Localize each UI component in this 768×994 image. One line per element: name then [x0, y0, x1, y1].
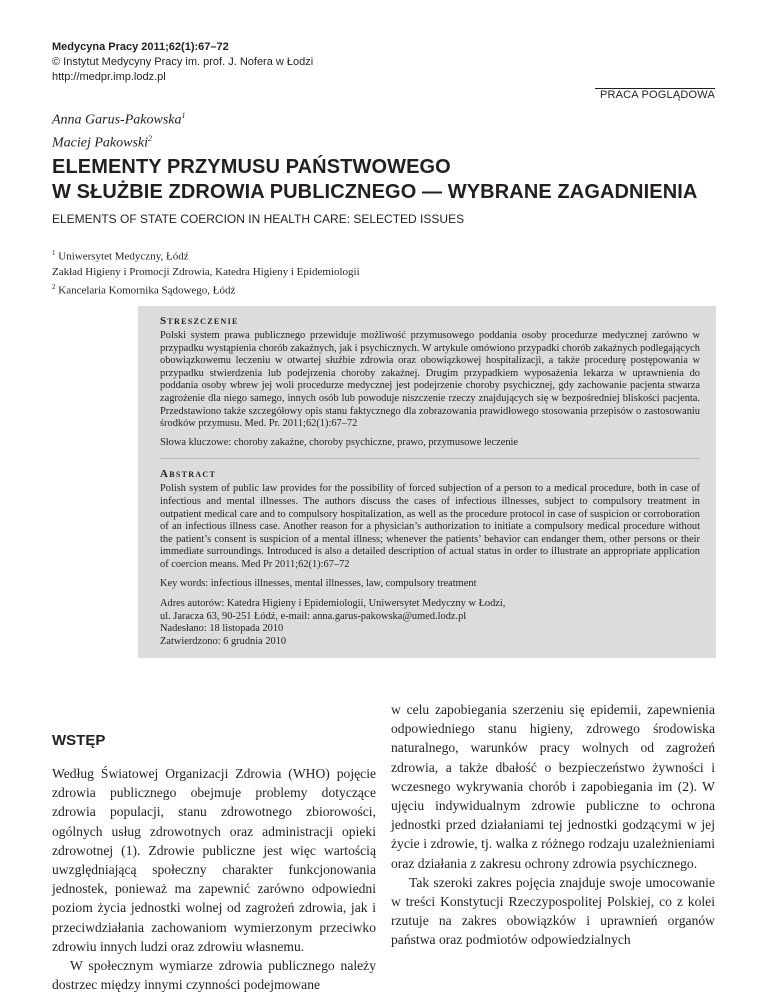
article-type: PRACA POGLĄDOWA — [599, 89, 715, 101]
affiliation-3: $^2$ Kancelaria Komornika Sądowego, Łódź — [52, 282, 236, 297]
journal-copyright: © Instytut Medycyny Pracy im. prof. J. Nofera w Łodzi — [52, 56, 314, 68]
paragraph: Według Światowej Organizacji Zdrowia (WHO) pojęcie zdrowia publicznego obejmuje problemy dotyczące zdrowia populacji, stanu zdrowotnego zbiorowości, ogólnych usług zdrowotnych oraz administracji opieki zdrowotnej (1). Zdrowie publiczne jest więc wartością uwzględniającą społeczny charakter funkcjonowania jednostek, ponieważ ma zapewnić zarówno odpowiedni poziom życia jednostki wolnej od zagrożeń zdrowia, jak i przeciwdziałania zachowaniom wymierzonym przeciwko zdrowiu innych ludzi oraz zdrowiu własnemu. — [52, 766, 376, 954]
affiliation-2: Zakład Higieny i Promocji Zdrowia, Katedra Higieny i Epidemiologii — [52, 265, 360, 278]
author-2: Maciej Pakowski$^2$ — [52, 133, 153, 151]
title-line-2: W SŁUŻBIE ZDROWIA PUBLICZNEGO — WYBRANE ZAGADNIENIA — [52, 181, 698, 203]
article-title-en: ELEMENTS OF STATE COERCION IN HEALTH CARE: SELECTED ISSUES — [52, 212, 465, 226]
key-words: Key words: infectious illnesses, mental illnesses, law, compulsory treatment — [160, 577, 477, 589]
approved-date: Zatwierdzono: 6 grudnia 2010 — [160, 635, 287, 647]
journal-name: Medycyna Pracy 2011;62(1):67–72 — [52, 41, 229, 53]
received-date: Nadesłano: 18 listopada 2010 — [160, 623, 284, 635]
abstract-divider — [160, 458, 700, 459]
author-1: Anna Garus-Pakowska$^1$ — [52, 111, 186, 128]
journal-url[interactable]: http://medpr.imp.lodz.pl — [52, 71, 166, 83]
abstract-box — [138, 306, 716, 658]
slowa-kluczowe: Słowa kluczowe: choroby zakaźne, choroby psychiczne, prawo, przymusowe leczenie — [160, 436, 519, 448]
paragraph: W społecznym wymiarze zdrowia publicznego należy dostrzec między innymi czynności podejmowane — [52, 958, 376, 993]
paragraph: w celu zapobiegania szerzeniu się epidemii, zapewnienia odpowiedniego stanu higieny, zdrowego środowiska naturalnego, warunków pracy wolnych od zagrożeń zdrowia, a także dbałość o bezpieczeństwo żywności i wczesnego wykrywania chorób i zapobiegania im (2). W ujęciu indywidualnym zdrowie publiczne to ochrona jednostki przed działaniami tej jednostki godzącymi w jej życie i zdrowie, tj. walka z różnego rodzaju uzależnieniami oraz działania z zakresu ochrony zdrowia psychicznego. — [391, 702, 715, 871]
section-heading-wstep: WSTĘP — [52, 732, 106, 749]
affiliation-1: $^1$ Uniwersytet Medyczny, Łódź — [52, 249, 189, 263]
journal-header — [52, 40, 472, 85]
title-line-1: ELEMENTY PRZYMUSU PAŃSTWOWEGO — [52, 156, 451, 178]
abstract-heading: Abstract — [160, 468, 217, 481]
streszczenie-text: Polski system prawa publicznego przewiduje możliwość przymusowego poddania osoby procedurze medycznej zarówno w przypadku wystąpienia chorób zakaźnych, jak i psychicznych. W artykule omówiono przypadki chorób zakaźnych podlegających obowiązkowemu leczeniu w otwartej służbie zdrowia oraz obowiązkowej hospitalizacji, a także procedurę postępowania w przypadku stwierdzenia lub podejrzenia choroby zakaźnej. Drugim przypadkiem wyposażenia lekarza w uprawnienia do poddania osoby wbrew jej woli procedurze medycznej jest podejrzenie choroby psychicznej, gdy zachowanie pacjenta stwarza zagrożenie dla niego samego, innych osób lub powoduje niszczenie rzeczy znajdujących się w bezpośredniej bliskości pacjenta. Przedstawiono także szczegółowy opis stanu faktycznego dla zobrazowania prawidłowego stosowania przepisów o zastosowaniu środków przymusu. Med. Pr. 2011;62(1):67–72 — [160, 330, 700, 430]
authors — [52, 107, 186, 152]
streszczenie-heading: Streszczenie — [160, 315, 239, 327]
abstract-text: Polish system of public law provides for the possibility of forced subjection of a person to a medical procedure, both in case of infectious and mental illnesses. The authors discuss the cases of infectious illnesses, subject to compulsory treatment in outpatient medical care and to compulsory hospitalization, as well as the procedure protocol in case of suspicion or corroboration of an infectious illness case. Another reason for a physician’s authorization to initiate a compulsory medical procedure without the patient’s consent is suspicion of a mental illness; whenever the patients’ behavior can endanger them, other persons or their immediate surroundings. Introduced is also a detailed description of actual status in order to illustrate an appropriate application of coercion means. Med Pr 2011;62(1):67–72 — [160, 483, 700, 570]
left-column — [52, 764, 376, 994]
author-address — [160, 598, 700, 648]
paragraph: Tak szeroki zakres pojęcia znajduje swoje umocowanie w treści Konstytucji Rzeczypospolitej Polskiej, co z kolei rzutuje na zakres obowiązków i uprawnień organów państwa oraz podmiotów odpowiedzialnych — [391, 874, 715, 948]
address-line-1: Adres autorów: Katedra Higieny i Epidemiologii, Uniwersytet Medyczny w Łodzi, — [160, 598, 506, 610]
right-column — [391, 700, 715, 950]
article-title-pl — [52, 155, 732, 205]
address-line-2: ul. Jaracza 63, 90-251 Łódź, e-mail: anna.garus-pakowska@umed.lodz.pl — [160, 610, 467, 622]
affiliations — [52, 246, 360, 298]
